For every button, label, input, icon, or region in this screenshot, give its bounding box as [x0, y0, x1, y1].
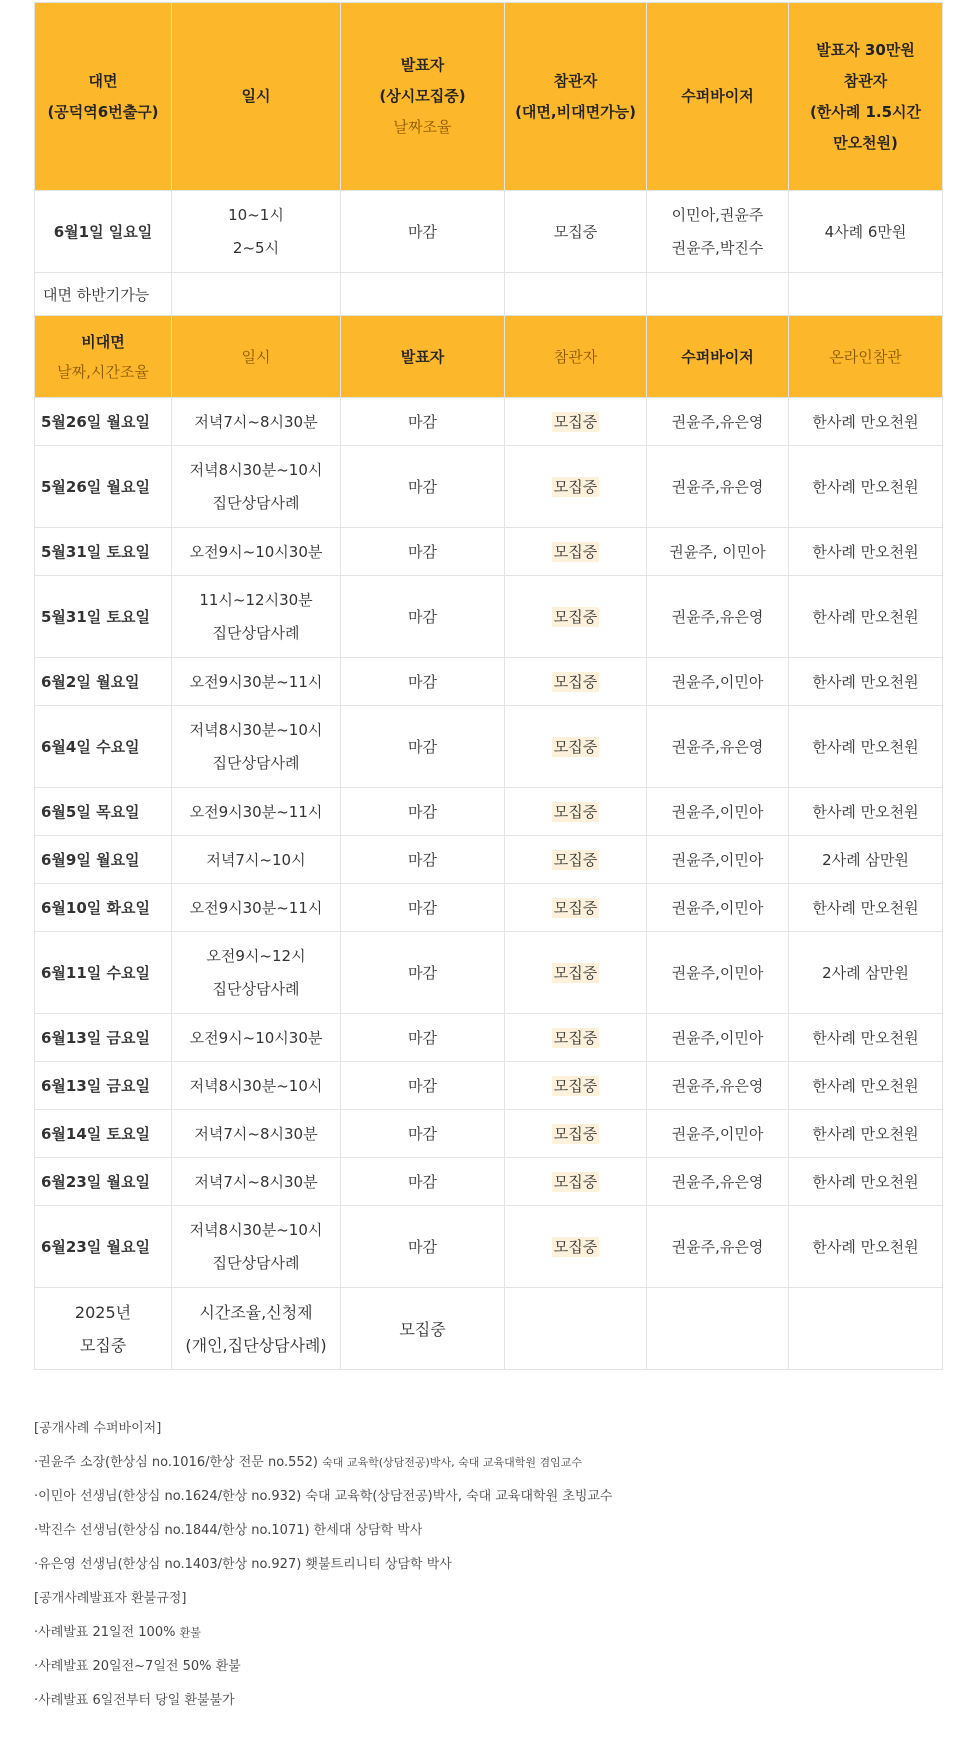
- row-price: 한사례 만오천원: [789, 1062, 943, 1110]
- row-presenter: 마감: [341, 836, 505, 884]
- row-date: 6월13일 금요일: [35, 1014, 172, 1062]
- row-observer: [505, 1206, 647, 1288]
- recruit-cell: 모집중: [341, 1288, 505, 1370]
- refund-line: ·사례발표 21일전 100% 환불: [34, 1625, 201, 1640]
- row-date: 6월2일 월요일: [35, 658, 172, 706]
- schedule-row: [35, 1206, 943, 1288]
- offline-header-fee: 발표자 30만원 참관자 (한사례 1.5시간 만오천원): [789, 3, 943, 191]
- row-date: 6월23일 월요일: [35, 1158, 172, 1206]
- status-badge: 모집중: [553, 608, 598, 626]
- schedule-row: [35, 576, 943, 658]
- row-price: 한사례 만오천원: [789, 706, 943, 788]
- status-badge: 모집중: [553, 543, 598, 561]
- row-price: 한사례 만오천원: [789, 398, 943, 446]
- supervisor-line: ·이민아 선생님(한상심 no.1624/한상 no.932) 숙대 교육학(상담전공)박사, 숙대 교육대학원 초빙교수: [34, 1489, 613, 1504]
- row-observer: [505, 398, 647, 446]
- row-time: 11시~12시30분 집단상담사례: [172, 576, 341, 658]
- schedule-row: [35, 1110, 943, 1158]
- offline-note: 대면 하반기가능: [35, 273, 172, 316]
- row-price: 한사례 만오천원: [789, 658, 943, 706]
- row-presenter: 마감: [341, 528, 505, 576]
- row-observer: [505, 1062, 647, 1110]
- row-date: 6월9일 월요일: [35, 836, 172, 884]
- offline-header-observer: 참관자 (대면,비대면가능): [505, 3, 647, 191]
- schedule-row: [35, 788, 943, 836]
- offline-header-supervisor: 수퍼바이저: [647, 3, 789, 191]
- row-price: 한사례 만오천원: [789, 1206, 943, 1288]
- schedule-row-2025: [35, 1288, 943, 1370]
- online-header-fee: 온라인참관: [789, 316, 943, 398]
- schedule-row: [35, 1014, 943, 1062]
- row-observer: [505, 446, 647, 528]
- row-observer: [505, 884, 647, 932]
- row-observer: [505, 788, 647, 836]
- row-supervisor: 권윤주,이민아: [647, 1014, 789, 1062]
- row-supervisor: 권윤주,유은영: [647, 398, 789, 446]
- offline-supervisors: 이민아,권윤주 권윤주,박진수: [647, 191, 789, 273]
- row-supervisor: 권윤주,이민아: [647, 932, 789, 1014]
- online-header-supervisor: 수퍼바이저: [647, 316, 789, 398]
- schedule-row: [35, 706, 943, 788]
- supervisors-title: [공개사례 수퍼바이저]: [34, 1421, 162, 1436]
- status-badge: 모집중: [553, 673, 598, 691]
- row-supervisor: 권윤주,유은영: [647, 576, 789, 658]
- status-badge: 모집중: [553, 413, 598, 431]
- online-header-presenter: 발표자: [341, 316, 505, 398]
- row-presenter: 마감: [341, 658, 505, 706]
- row-presenter: 마감: [341, 1206, 505, 1288]
- row-date: 6월13일 금요일: [35, 1062, 172, 1110]
- online-header-row: [35, 316, 943, 398]
- online-header-time: 일시: [172, 316, 341, 398]
- supervisor-line: ·유은영 선생님(한상심 no.1403/한상 no.927) 횃불트리니티 상담학 박사: [34, 1557, 452, 1572]
- row-supervisor: 권윤주,이민아: [647, 788, 789, 836]
- row-presenter: 마감: [341, 1014, 505, 1062]
- flex-time-cell: 시간조율,신청제 (개인,집단상담사례): [172, 1288, 341, 1370]
- row-date: 5월26일 월요일: [35, 398, 172, 446]
- row-date: 6월23일 월요일: [35, 1206, 172, 1288]
- offline-times: 10~1시 2~5시: [172, 191, 341, 273]
- schedule-row: [35, 1062, 943, 1110]
- row-observer: [505, 658, 647, 706]
- row-presenter: 마감: [341, 1158, 505, 1206]
- row-date: 6월4일 수요일: [35, 706, 172, 788]
- row-supervisor: 권윤주,유은영: [647, 1158, 789, 1206]
- status-badge: 모집중: [553, 803, 598, 821]
- row-price: 한사례 만오천원: [789, 788, 943, 836]
- row-presenter: 마감: [341, 576, 505, 658]
- row-date: 6월11일 수요일: [35, 932, 172, 1014]
- row-time: 오전9시~10시30분: [172, 1014, 341, 1062]
- row-presenter: 마감: [341, 1110, 505, 1158]
- row-observer: [505, 576, 647, 658]
- row-time: 저녁7시~8시30분: [172, 1158, 341, 1206]
- row-price: 한사례 만오천원: [789, 528, 943, 576]
- status-badge: 모집중: [553, 1125, 598, 1143]
- row-time: 저녁8시30분~10시 집단상담사례: [172, 1206, 341, 1288]
- row-date: 6월14일 토요일: [35, 1110, 172, 1158]
- row-observer: [505, 1110, 647, 1158]
- schedule-row: [35, 658, 943, 706]
- offline-header-time: 일시: [172, 3, 341, 191]
- schedule-row: [35, 398, 943, 446]
- row-supervisor: 권윤주,이민아: [647, 836, 789, 884]
- status-badge: 모집중: [553, 478, 598, 496]
- refund-title: [공개사례발표자 환불규정]: [34, 1591, 187, 1606]
- offline-presenter: 마감: [341, 191, 505, 273]
- row-time: 저녁7시~8시30분: [172, 398, 341, 446]
- footer-info: [34, 1412, 934, 1718]
- offline-header-presenter: 발표자 (상시모집중) 날짜조율: [341, 3, 505, 191]
- schedule-row: [35, 1158, 943, 1206]
- offline-row: [35, 191, 943, 273]
- online-header-type: 비대면 날짜,시간조율: [35, 316, 172, 398]
- offline-header-type: 대면 (공덕역6번출구): [35, 3, 172, 191]
- row-observer: [505, 1158, 647, 1206]
- schedule-row: [35, 836, 943, 884]
- row-time: 저녁8시30분~10시 집단상담사례: [172, 446, 341, 528]
- schedule-row: [35, 884, 943, 932]
- row-date: 5월31일 토요일: [35, 576, 172, 658]
- status-badge: 모집중: [553, 1029, 598, 1047]
- status-badge: 모집중: [553, 964, 598, 982]
- supervisor-line: ·권윤주 소장(한상심 no.1016/한상 전문 no.552) 숙대 교육학(상담전공)박사, 숙대 교육대학원 겸임교수: [34, 1455, 582, 1470]
- row-supervisor: 권윤주,유은영: [647, 1206, 789, 1288]
- schedule-row: [35, 932, 943, 1014]
- offline-observer: 모집중: [505, 191, 647, 273]
- schedule-row: [35, 446, 943, 528]
- offline-price: 4사례 6만원: [789, 191, 943, 273]
- status-badge: 모집중: [553, 851, 598, 869]
- offline-note-row: [35, 273, 943, 316]
- row-time: 저녁7시~10시: [172, 836, 341, 884]
- row-price: 한사례 만오천원: [789, 576, 943, 658]
- row-date: 5월31일 토요일: [35, 528, 172, 576]
- status-badge: 모집중: [553, 1173, 598, 1191]
- row-observer: [505, 706, 647, 788]
- refund-line: ·사례발표 6일전부터 당일 환불불가: [34, 1693, 235, 1708]
- row-date: 6월5일 목요일: [35, 788, 172, 836]
- row-price: 한사례 만오천원: [789, 884, 943, 932]
- row-price: 한사례 만오천원: [789, 446, 943, 528]
- row-supervisor: 권윤주,이민아: [647, 1110, 789, 1158]
- row-time: 오전9시30분~11시: [172, 788, 341, 836]
- row-observer: [505, 1014, 647, 1062]
- row-supervisor: 권윤주, 이민아: [647, 528, 789, 576]
- row-time: 저녁7시~8시30분: [172, 1110, 341, 1158]
- row-price: 2사례 삼만원: [789, 932, 943, 1014]
- row-date: 5월26일 월요일: [35, 446, 172, 528]
- schedule-row: [35, 528, 943, 576]
- year-cell: 2025년 모집중: [35, 1288, 172, 1370]
- row-supervisor: 권윤주,이민아: [647, 884, 789, 932]
- row-supervisor: 권윤주,유은영: [647, 1062, 789, 1110]
- row-observer: [505, 528, 647, 576]
- supervisor-line: ·박진수 선생님(한상심 no.1844/한상 no.1071) 한세대 상담학 박사: [34, 1523, 423, 1538]
- row-time: 오전9시~12시 집단상담사례: [172, 932, 341, 1014]
- row-time: 오전9시~10시30분: [172, 528, 341, 576]
- row-presenter: 마감: [341, 398, 505, 446]
- status-badge: 모집중: [553, 738, 598, 756]
- row-date: 6월10일 화요일: [35, 884, 172, 932]
- row-time: 오전9시30분~11시: [172, 658, 341, 706]
- status-badge: 모집중: [553, 1077, 598, 1095]
- status-badge: 모집중: [553, 1238, 598, 1256]
- row-supervisor: 권윤주,유은영: [647, 706, 789, 788]
- row-presenter: 마감: [341, 932, 505, 1014]
- row-presenter: 마감: [341, 1062, 505, 1110]
- row-presenter: 마감: [341, 446, 505, 528]
- row-price: 한사례 만오천원: [789, 1110, 943, 1158]
- row-time: 오전9시30분~11시: [172, 884, 341, 932]
- row-price: 2사례 삼만원: [789, 836, 943, 884]
- offline-header-row: [35, 3, 943, 191]
- row-observer: [505, 836, 647, 884]
- row-presenter: 마감: [341, 706, 505, 788]
- offline-date: 6월1일 일요일: [35, 191, 172, 273]
- row-time: 저녁8시30분~10시: [172, 1062, 341, 1110]
- row-presenter: 마감: [341, 884, 505, 932]
- row-price: 한사례 만오천원: [789, 1158, 943, 1206]
- status-badge: 모집중: [553, 899, 598, 917]
- row-presenter: 마감: [341, 788, 505, 836]
- row-supervisor: 권윤주,유은영: [647, 446, 789, 528]
- row-supervisor: 권윤주,이민아: [647, 658, 789, 706]
- row-price: 한사례 만오천원: [789, 1014, 943, 1062]
- row-time: 저녁8시30분~10시 집단상담사례: [172, 706, 341, 788]
- row-observer: [505, 932, 647, 1014]
- online-header-observer: 참관자: [505, 316, 647, 398]
- schedule-table: [34, 2, 943, 1370]
- refund-line: ·사례발표 20일전~7일전 50% 환불: [34, 1659, 241, 1674]
